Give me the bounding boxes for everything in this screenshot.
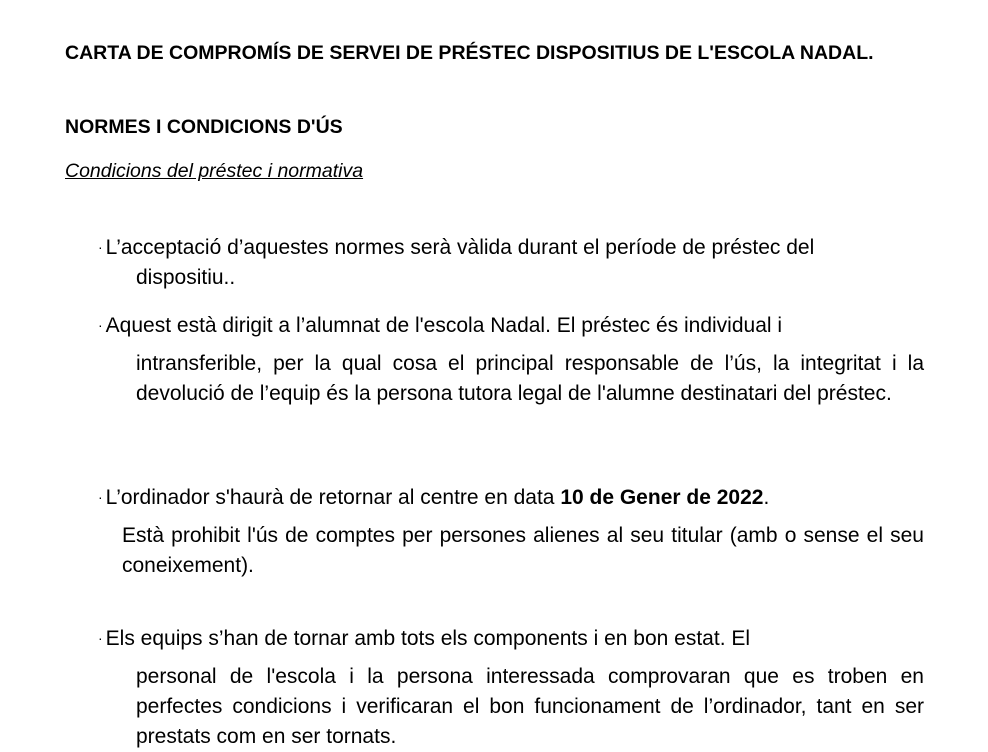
list-item-text-end: . — [763, 486, 770, 509]
document-title: CARTA DE COMPROMÍS DE SERVEI DE PRÉSTEC DISPOSITIUS DE L'ESCOLA NADAL. — [65, 42, 874, 64]
list-item-first-line — [98, 310, 924, 341]
list-item — [98, 623, 924, 752]
list-item-continuation: personal de l'escola i la persona interessada comprovaran que es troben en perfectes condicions i verificaran el bon funcionament de l’ordinador, tant en ser prestats com en ser tornats. — [136, 665, 924, 748]
bullet-icon: · — [98, 317, 103, 333]
list-item-text: Els equips s’han de tornar amb tots els components i en bon estat. El — [105, 627, 751, 650]
list-item-text: L’acceptació d’aquestes normes serà vàlida durant el període de préstec del — [105, 236, 815, 259]
bullet-icon: · — [98, 630, 103, 646]
list-item — [98, 482, 924, 581]
list-item-continuation: intransferible, per la qual cosa el principal responsable de l’ús, la integritat i la devolució de l’equip és la persona tutora legal de l'alumne destinatari del préstec. — [136, 352, 924, 405]
return-date: 10 de Gener de 2022 — [560, 486, 764, 509]
section-heading: NORMES I CONDICIONS D'ÚS — [65, 116, 343, 138]
list-item-first-line — [98, 232, 924, 263]
list-item-continuation: dispositiu.. — [136, 266, 236, 289]
bullet-icon: · — [98, 239, 103, 255]
list-item-continuation: Està prohibit l'ús de comptes per persones alienes al seu titular (amb o sense el seu coneixement). — [122, 524, 924, 577]
list-item-text: Aquest està dirigit a l’alumnat de l'escola Nadal. El préstec és individual i — [105, 314, 783, 337]
list-item-first-line — [98, 623, 924, 654]
bullet-icon: · — [98, 489, 103, 505]
list-item-first-line — [98, 482, 924, 513]
list-item — [98, 232, 924, 293]
list-item-text: L’ordinador s'haurà de retornar al centre en data — [105, 486, 561, 509]
section-subheading: Condicions del préstec i normativa — [65, 160, 364, 182]
list-item — [98, 310, 924, 409]
